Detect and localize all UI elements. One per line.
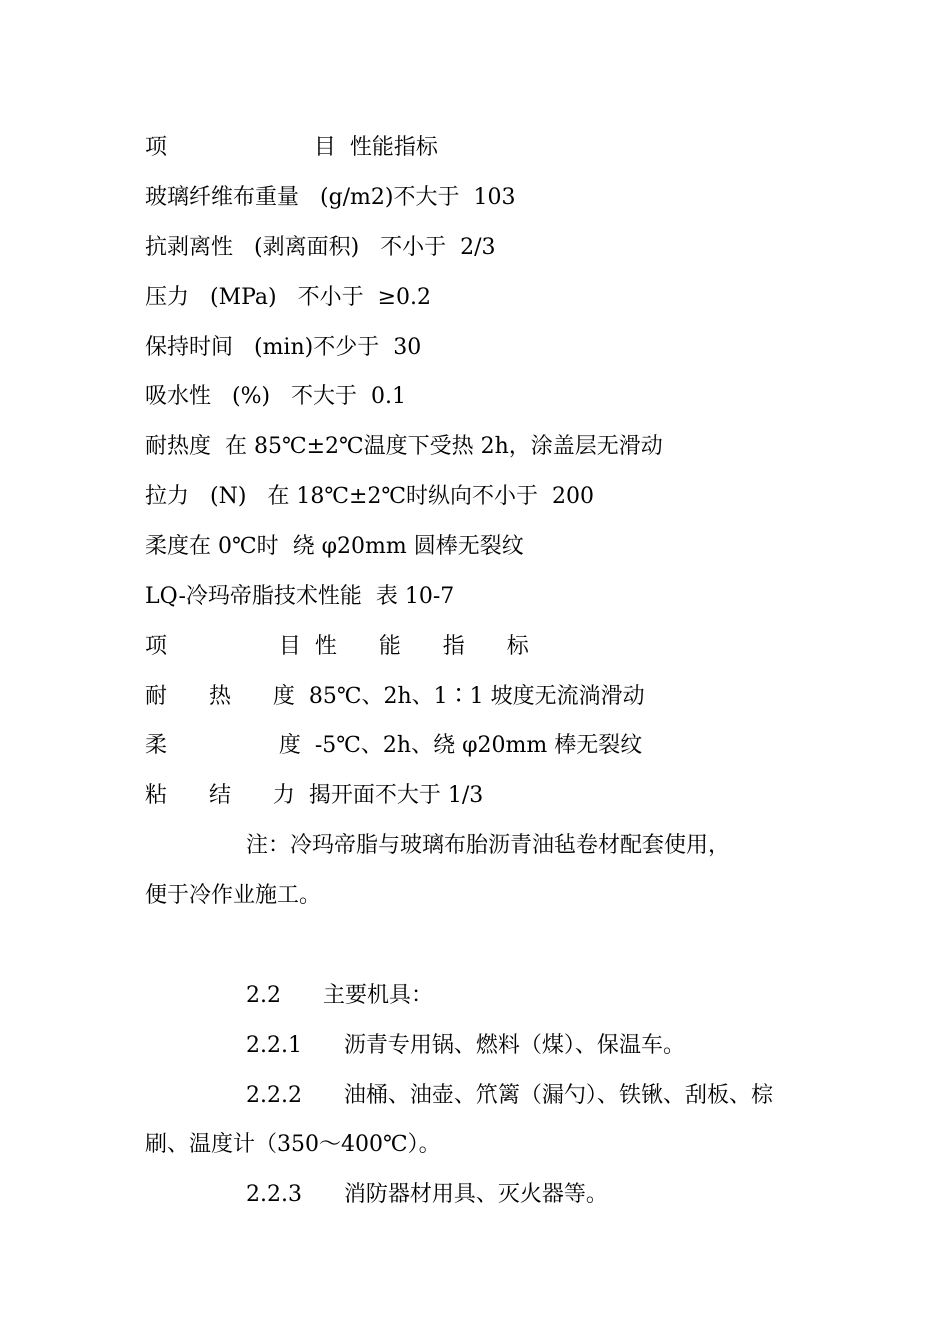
table-caption: LQ-冷玛帝脂技术性能 表 10-7 — [145, 584, 455, 609]
section-heading: 2.2 主要机具： — [246, 983, 433, 1008]
spec-line-heat-resistance: 耐热度 在 85℃±2℃温度下受热 2h，涂盖层无滑动 — [145, 434, 663, 459]
section-item-2-line-1: 2.2.2 油桶、油壶、笊篱（漏勺）、铁锹、刮板、棕 — [246, 1083, 773, 1108]
note-line-1: 注：冷玛帝脂与玻璃布胎沥青油毡卷材配套使用， — [246, 833, 731, 858]
spec-line-flex: 柔 度 -5℃、2h、绕 φ20mm 棒无裂纹 — [145, 733, 643, 758]
spec-line-pressure: 压力 (MPa) 不小于 ≥0.2 — [145, 285, 431, 310]
section-item-1: 2.2.1 沥青专用锅、燃料（煤）、保温车。 — [246, 1033, 685, 1058]
table-header-line-2: 项 目 性 能 指 标 — [145, 634, 529, 659]
spec-line-adhesion: 粘 结 力 揭开面不大于 1/3 — [145, 783, 484, 808]
table-header-line: 项 目 性能指标 — [145, 135, 438, 160]
spec-line-heat: 耐 热 度 85℃、2h、1∶1 坡度无流淌滑动 — [145, 684, 645, 709]
note-line-2: 便于冷作业施工。 — [145, 883, 322, 908]
spec-line-tension: 拉力 (N) 在 18℃±2℃时纵向不小于 200 — [145, 484, 594, 509]
spec-line-hold-time: 保持时间 (min)不少于 30 — [145, 335, 422, 360]
spec-line-flexibility: 柔度在 0℃时 绕 φ20mm 圆棒无裂纹 — [145, 534, 524, 559]
spec-line-water-absorption: 吸水性 (%) 不大于 0.1 — [145, 384, 407, 409]
spec-line-peel-resistance: 抗剥离性 (剥离面积) 不小于 2/3 — [145, 235, 496, 260]
section-item-2-line-2: 刷、温度计（350～400℃）。 — [145, 1132, 441, 1157]
section-item-3: 2.2.3 消防器材用具、灭火器等。 — [246, 1182, 608, 1207]
spec-line-glass-fiber-weight: 玻璃纤维布重量 (g/m2)不大于 103 — [145, 185, 516, 210]
